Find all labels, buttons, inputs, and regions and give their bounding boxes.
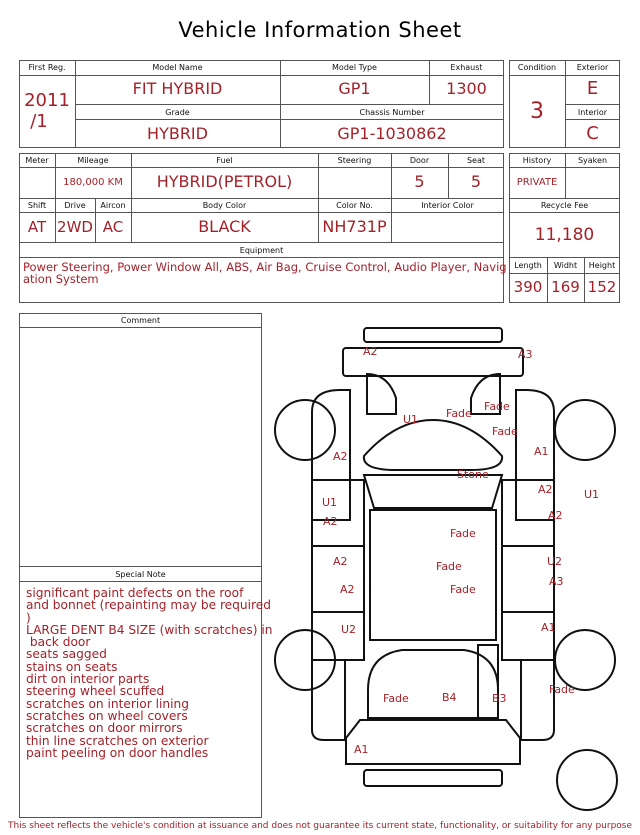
first-reg-month: /1 [30, 111, 48, 132]
damage-mark: Fade [484, 400, 510, 413]
exhaust-label: Exhaust [450, 63, 483, 72]
seat-label: Seat [466, 156, 486, 165]
drive-value: 2WD [57, 218, 93, 236]
first-reg-year: 2011 [24, 90, 70, 111]
length-label: Length [514, 261, 542, 270]
mileage-label: Mileage [77, 156, 109, 165]
damage-mark: Fade [450, 527, 476, 540]
damage-mark: A2 [538, 483, 553, 496]
exhaust-value: 1300 [446, 79, 487, 98]
special-note-item: seats sagged [26, 647, 107, 662]
door-label: Door [409, 156, 430, 165]
damage-mark: B3 [492, 692, 507, 705]
first-reg-label: First Reg. [28, 63, 66, 72]
recycle-fee-label: Recycle Fee [540, 201, 589, 210]
color-no-label: Color No. [336, 201, 373, 210]
damage-mark: Fade [383, 692, 409, 705]
aircon-value: AC [102, 218, 124, 236]
meter-label: Meter [25, 156, 49, 165]
model-type-value: GP1 [338, 79, 371, 98]
special-note-item: paint peeling on door handles [26, 745, 209, 760]
model-name-label: Model Name [152, 63, 203, 72]
damage-mark: A3 [549, 575, 564, 588]
grade-value: HYBRID [147, 124, 208, 143]
special-note-item: dirt on interior parts [26, 672, 150, 687]
damage-mark: Fade [549, 683, 575, 696]
width-label: Widht [553, 261, 578, 270]
door-value: 5 [414, 172, 425, 191]
damage-mark: A1 [541, 621, 556, 634]
damage-mark: A3 [518, 348, 533, 361]
disclaimer-footer: This sheet reflects the vehicle's condition at issuance and does not guarantee its current state, functionality, or suitability for any purpose [7, 821, 633, 831]
model-name-value: FIT HYBRID [132, 79, 223, 98]
recycle-fee-value: 11,180 [534, 225, 595, 245]
damage-mark: A2 [340, 583, 355, 596]
car-outline [312, 328, 554, 786]
steering-label: Steering [337, 156, 372, 165]
special-note-item: scratches on interior lining [26, 696, 189, 711]
damage-mark: A1 [534, 445, 549, 458]
special-note-item: thin line scratches on exterior [26, 733, 209, 748]
damage-mark: A1 [354, 743, 369, 756]
body-color-label: Body Color [202, 201, 247, 210]
interior-label: Interior [577, 108, 608, 117]
special-note-item: back door [26, 635, 91, 650]
exterior-label: Exterior [576, 63, 609, 72]
equipment-line-2: ation System [23, 272, 99, 286]
history-label: History [522, 156, 552, 165]
special-note-item: and bonnet (repainting may be required [26, 598, 272, 613]
damage-mark: A2 [323, 515, 338, 528]
equipment-label: Equipment [239, 246, 284, 255]
special-note-item: scratches on door mirrors [26, 721, 183, 736]
damage-mark: Fade [450, 583, 476, 596]
interior-value: C [586, 123, 599, 144]
model-type-label: Model Type [332, 63, 377, 72]
body-color-value: BLACK [198, 217, 251, 236]
shift-label: Shift [27, 201, 47, 210]
width-value: 169 [551, 278, 580, 296]
seat-value: 5 [470, 172, 482, 191]
condition-value: 3 [530, 99, 544, 124]
damage-mark: U2 [341, 623, 357, 636]
special-note-item: ) [26, 610, 31, 625]
wheels [275, 400, 617, 810]
drive-label: Drive [64, 201, 86, 210]
damage-mark: Stone [457, 468, 489, 481]
length-value: 390 [513, 278, 543, 296]
grade-label: Grade [165, 108, 190, 117]
color-no-value: NH731P [322, 217, 387, 236]
damage-mark: Fade [492, 425, 518, 438]
height-label: Height [588, 261, 616, 270]
history-value: PRIVATE [516, 177, 558, 188]
damage-mark: A2 [548, 509, 563, 522]
damage-mark: U1 [322, 496, 338, 509]
page-title: Vehicle Information Sheet [178, 18, 462, 42]
special-note-item: LARGE DENT B4 SIZE (with scratches) in [26, 622, 273, 637]
special-note-item: scratches on wheel covers [26, 708, 188, 723]
damage-mark: A2 [333, 450, 348, 463]
mileage-value: 180,000 KM [63, 177, 123, 188]
damage-mark: A2 [333, 555, 348, 568]
aircon-label: Aircon [100, 201, 126, 210]
interior-color-label: Interior Color [421, 201, 474, 210]
exterior-value: E [586, 78, 599, 99]
damage-mark: B4 [442, 691, 457, 704]
damage-mark: Fade [436, 560, 462, 573]
comment-label: Comment [120, 316, 161, 325]
damage-mark: U2 [547, 555, 563, 568]
special-note-item: significant paint defects on the roof [26, 586, 244, 600]
condition-label: Condition [517, 63, 557, 72]
chassis-label: Chassis Number [359, 108, 425, 117]
special-note-item: stains on seats [26, 659, 118, 674]
special-note-item: steering wheel scuffed [26, 684, 165, 699]
fuel-label: Fuel [216, 156, 233, 165]
shift-value: AT [27, 218, 47, 236]
special-note-label: Special Note [115, 570, 166, 579]
damage-mark: U1 [403, 413, 419, 426]
equipment-line-1: Power Steering, Power Window All, ABS, Air Bag, Cruise Control, Audio Player, Navig [23, 260, 507, 274]
fuel-value: HYBRID(PETROL) [156, 172, 293, 191]
special-note-list [26, 586, 273, 760]
damage-mark: U1 [584, 488, 600, 501]
chassis-value: GP1-1030862 [337, 124, 447, 143]
height-value: 152 [587, 278, 617, 296]
syaken-label: Syaken [577, 156, 608, 165]
damage-mark: Fade [446, 407, 472, 420]
damage-mark: A2 [363, 345, 378, 358]
